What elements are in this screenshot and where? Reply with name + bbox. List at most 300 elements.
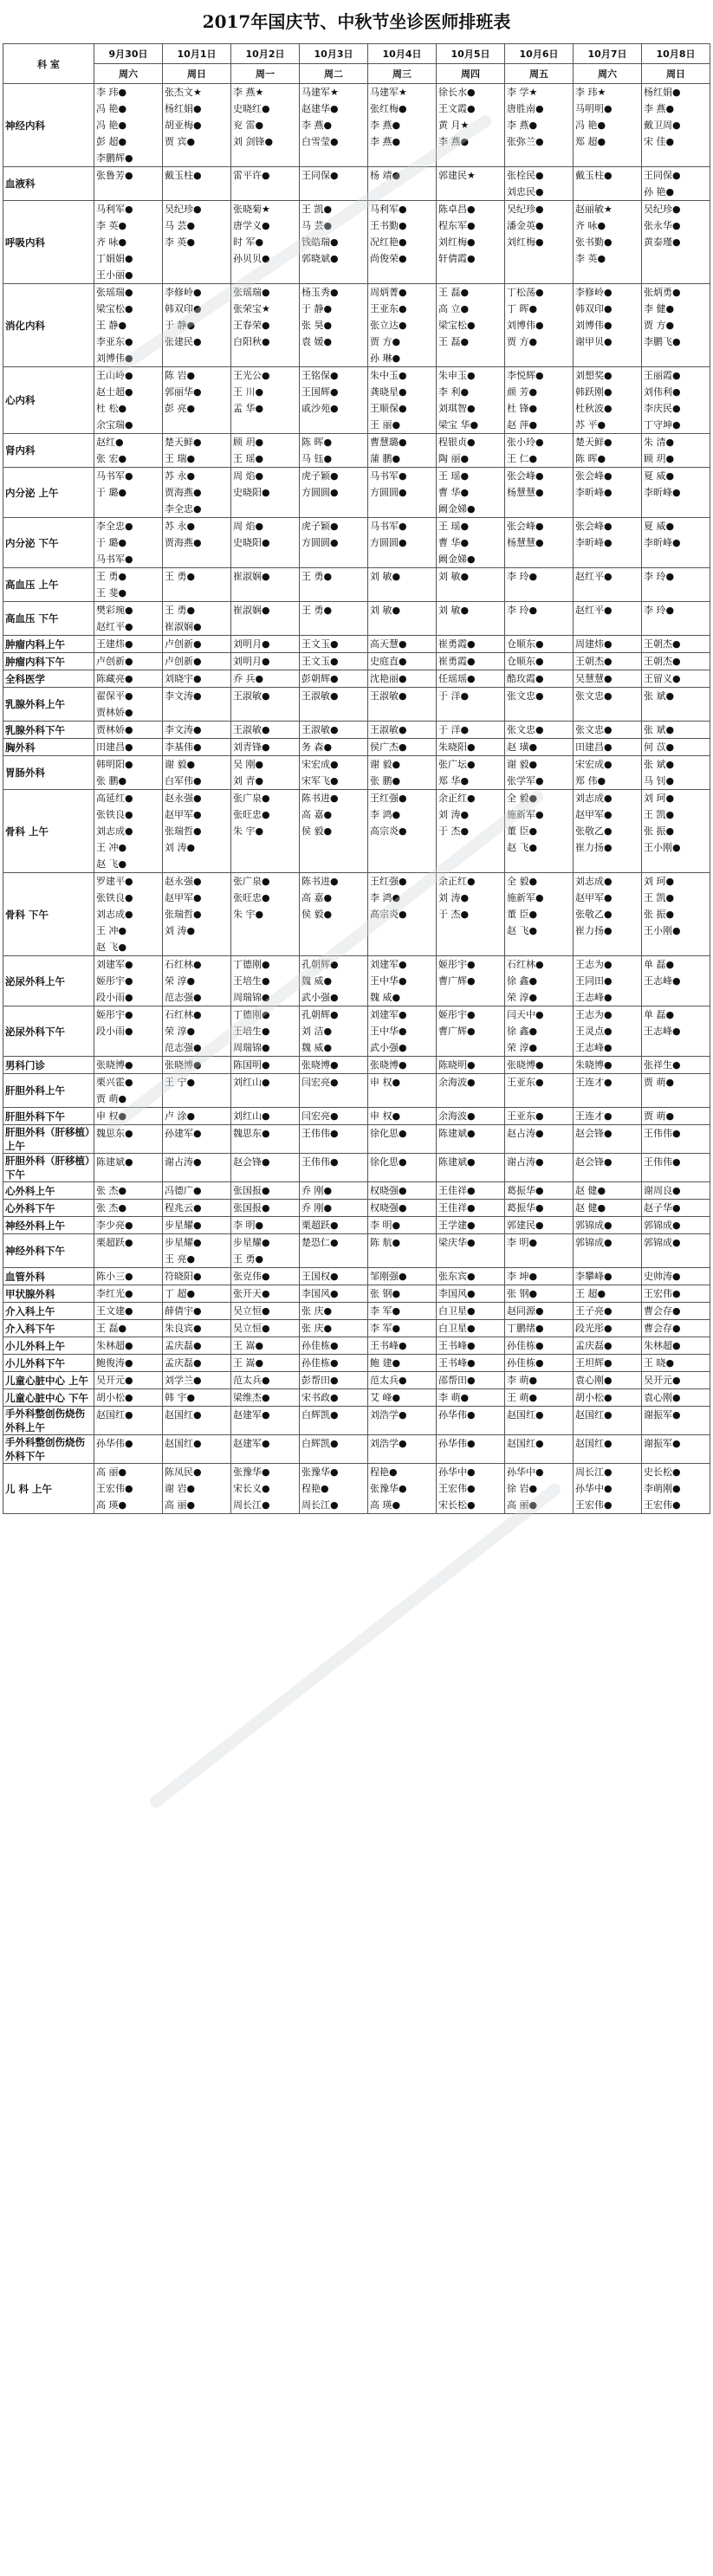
doctor-name: 阚金娣●: [438, 553, 476, 565]
doctor-name: 荣 淳●: [507, 1042, 538, 1053]
shift-cell: [300, 167, 368, 201]
shift-cell: [231, 790, 300, 873]
shift-cell: [94, 1389, 163, 1407]
doctor-name: 顾 玥●: [644, 453, 675, 464]
doctor-name: 魏思东●: [233, 1128, 270, 1139]
shift-cell: [574, 1320, 642, 1337]
dept-name: 胸外科: [3, 739, 94, 756]
doctor-name: 戴卫周●: [644, 120, 681, 131]
schedule-row: [3, 1154, 710, 1182]
shift-cell: [642, 167, 710, 201]
doctor-name: 刘 青●: [233, 775, 264, 786]
shift-cell: [94, 284, 163, 367]
doctor-name: 王 凯●: [644, 809, 675, 820]
doctor-name: 高天慧●: [370, 638, 407, 650]
schedule-row: [3, 956, 710, 1006]
doctor-name: 杨慧慧●: [507, 537, 544, 548]
doctor-name: 崔力扬●: [575, 925, 613, 936]
doctor-name: 单 磊●: [644, 1009, 675, 1020]
schedule-row: [3, 367, 710, 434]
doctor-name: 郭建民★: [438, 170, 476, 181]
shift-cell: [505, 1268, 574, 1285]
doctor-name: 孙 琳●: [370, 353, 401, 364]
shift-cell: [94, 1464, 163, 1514]
doctor-name: 徐 岩●: [507, 1483, 538, 1494]
doctor-name: 张克伟●: [233, 1271, 270, 1282]
doctor-name: 梁庆华●: [438, 1237, 476, 1248]
doctor-name: 张 鹏●: [370, 775, 401, 786]
shift-cell: [368, 367, 437, 434]
doctor-name: 余宝瑞●: [96, 419, 133, 430]
shift-cell: [94, 201, 163, 284]
doctor-name: 周长江●: [575, 1466, 613, 1478]
shift-cell: [368, 1285, 437, 1303]
doctor-name: 陈藏亮●: [96, 673, 133, 684]
doctor-name: 王志为●: [575, 959, 613, 970]
doctor-name: 王 瑶●: [438, 470, 470, 482]
doctor-name: 王 亮●: [165, 1253, 196, 1265]
doctor-name: 高宗炎●: [370, 909, 407, 920]
doctor-name: 李 燕●: [507, 120, 538, 131]
doctor-name: 赵国红●: [507, 1438, 544, 1449]
dept-name: 全科医学: [3, 670, 94, 688]
doctor-name: 郭锦成●: [644, 1220, 681, 1231]
dept-name: 肝胆外科（肝移植）下午: [3, 1154, 94, 1182]
doctor-name: 赵甲军●: [165, 809, 202, 820]
shift-cell: [505, 1372, 574, 1389]
doctor-name: 赵永强●: [165, 793, 202, 804]
shift-cell: [574, 653, 642, 670]
weekday-header: 周四: [437, 64, 505, 84]
shift-cell: [94, 1108, 163, 1125]
doctor-name: 赵 健●: [575, 1185, 606, 1196]
doctor-name: 程兆云●: [165, 1202, 202, 1214]
shift-cell: [163, 1125, 231, 1154]
shift-cell: [163, 468, 231, 518]
doctor-name: 唐胜南●: [507, 103, 544, 114]
doctor-name: 刘 涛●: [165, 925, 196, 936]
shift-cell: [163, 1355, 231, 1372]
doctor-name: 曹广辉●: [438, 1026, 476, 1037]
shift-cell: [368, 1108, 437, 1125]
doctor-name: 周瑞锦●: [233, 1042, 270, 1053]
doctor-name: 陈 晖●: [575, 453, 606, 464]
doctor-name: 王伟伟●: [644, 1156, 681, 1168]
schedule-row: [3, 1355, 710, 1372]
doctor-name: 潘金英●: [507, 220, 544, 231]
doctor-name: 马 钰●: [301, 453, 333, 464]
shift-cell: [505, 1154, 574, 1182]
shift-cell: [300, 1355, 368, 1372]
doctor-name: 白卫星●: [438, 1323, 476, 1334]
doctor-name: 丁鹏绪●: [507, 1323, 544, 1334]
doctor-name: 葛振华●: [507, 1185, 544, 1196]
doctor-name: 卢 涂●: [165, 1110, 196, 1122]
doctor-name: 孙华中●: [438, 1466, 476, 1478]
dept-name: 泌尿外科下午: [3, 1006, 94, 1057]
doctor-name: 孔朝辉●: [301, 1009, 339, 1020]
shift-cell: [231, 1234, 300, 1268]
doctor-name: 王红强●: [370, 793, 407, 804]
doctor-name: 戴玉柱●: [165, 170, 202, 181]
shift-cell: [231, 367, 300, 434]
doctor-name: 李亚东●: [96, 336, 133, 347]
doctor-name: 罗建平●: [96, 876, 133, 887]
shift-cell: [300, 1154, 368, 1182]
shift-cell: [437, 1303, 505, 1320]
doctor-name: 石红林●: [165, 959, 202, 970]
shift-cell: [368, 1320, 437, 1337]
schedule-table: [3, 43, 710, 1514]
doctor-name: 崔勇霞●: [438, 638, 476, 650]
doctor-name: 高 瑛●: [370, 1499, 401, 1511]
shift-cell: [574, 468, 642, 518]
shift-cell: [231, 1355, 300, 1372]
doctor-name: 刘志成●: [96, 909, 133, 920]
shift-cell: [94, 790, 163, 873]
doctor-name: 梁宝松●: [438, 320, 476, 331]
shift-cell: [574, 873, 642, 956]
shift-cell: [163, 434, 231, 468]
doctor-name: 张杰文★: [165, 87, 202, 98]
doctor-name: 王淑敏●: [233, 690, 270, 702]
doctor-name: 赵红平●: [575, 605, 613, 616]
doctor-name: 王 凯●: [301, 204, 333, 215]
shift-cell: [163, 956, 231, 1006]
doctor-name: 魏 威●: [301, 1042, 333, 1053]
doctor-name: 赵国红●: [575, 1409, 613, 1421]
doctor-name: 朱 宇●: [233, 825, 264, 837]
doctor-name: 赵国红●: [165, 1409, 202, 1421]
doctor-name: 朱 清●: [644, 437, 675, 448]
shift-cell: [437, 1389, 505, 1407]
doctor-name: 周长江●: [233, 1499, 270, 1511]
shift-cell: [231, 1285, 300, 1303]
shift-cell: [642, 1355, 710, 1372]
schedule-row: [3, 1407, 710, 1435]
doctor-name: 张祥生●: [644, 1059, 681, 1071]
shift-cell: [163, 284, 231, 367]
doctor-name: 赵会锋●: [575, 1156, 613, 1168]
shift-cell: [505, 1182, 574, 1200]
doctor-name: 乔 刚●: [301, 1202, 333, 1214]
doctor-name: 马 芸●: [301, 220, 333, 231]
doctor-name: 刘青锋●: [233, 741, 270, 753]
schedule-row: [3, 1285, 710, 1303]
shift-cell: [163, 873, 231, 956]
doctor-name: 王春荣●: [233, 320, 270, 331]
doctor-name: 魏 威●: [370, 992, 401, 1003]
doctor-name: 孟庆磊●: [165, 1340, 202, 1351]
shift-cell: [505, 1303, 574, 1320]
doctor-name: 张旺忠●: [233, 892, 270, 903]
doctor-name: 朱林超●: [644, 1340, 681, 1351]
doctor-name: 张广坛●: [438, 759, 476, 770]
shift-cell: [300, 1372, 368, 1389]
doctor-name: 荣 淳●: [165, 1026, 196, 1037]
doctor-name: 李修岭●: [575, 287, 613, 298]
doctor-name: 务 森●: [301, 741, 333, 753]
shift-cell: [437, 468, 505, 518]
shift-cell: [574, 1057, 642, 1074]
doctor-name: 王宏伟●: [644, 1499, 681, 1511]
doctor-name: 李 明●: [507, 1237, 538, 1248]
doctor-name: 赵甲军●: [575, 892, 613, 903]
shift-cell: [368, 284, 437, 367]
doctor-name: 郭建民●: [507, 1220, 544, 1231]
doctor-name: 李昕峰●: [575, 537, 613, 548]
doctor-name: 刘 剑锋●: [233, 136, 274, 147]
shift-cell: [368, 688, 437, 722]
doctor-name: 赵 萍●: [507, 419, 538, 430]
doctor-name: 周瑞锦●: [233, 992, 270, 1003]
shift-cell: [368, 1074, 437, 1108]
doctor-name: 刘浩学●: [370, 1409, 407, 1421]
doctor-name: 韩明阳●: [96, 759, 133, 770]
schedule-row: [3, 284, 710, 367]
shift-cell: [300, 1268, 368, 1285]
doctor-name: 宋宏成●: [575, 759, 613, 770]
doctor-name: 乔 刚●: [301, 1185, 333, 1196]
shift-cell: [574, 568, 642, 602]
shift-cell: [642, 1337, 710, 1355]
doctor-name: 方圆圆●: [370, 537, 407, 548]
doctor-name: 刘浩学●: [370, 1438, 407, 1449]
schedule-row: [3, 1372, 710, 1389]
doctor-name: 徐 鑫●: [507, 975, 538, 987]
doctor-name: 吴开元●: [96, 1375, 133, 1386]
shift-cell: [94, 1154, 163, 1182]
doctor-name: 张广泉●: [233, 876, 270, 887]
doctor-name: 苏 永●: [165, 521, 196, 532]
shift-cell: [574, 1435, 642, 1464]
shift-cell: [505, 201, 574, 284]
doctor-name: 郭锦成●: [575, 1220, 613, 1231]
shift-cell: [642, 722, 710, 739]
doctor-name: 白辉凯●: [301, 1409, 339, 1421]
shift-cell: [574, 201, 642, 284]
doctor-name: 魏 威●: [301, 975, 333, 987]
doctor-name: 赵红平●: [575, 571, 613, 582]
shift-cell: [231, 1057, 300, 1074]
doctor-name: 吴纪珍●: [644, 204, 681, 215]
schedule-row: [3, 722, 710, 739]
doctor-name: 刘博伟●: [575, 320, 613, 331]
shift-cell: [163, 722, 231, 739]
doctor-name: 曹慧璐●: [370, 437, 407, 448]
doctor-name: 李 明●: [370, 1220, 401, 1231]
doctor-name: 张晓博●: [301, 1059, 339, 1071]
doctor-name: 谢周良●: [644, 1185, 681, 1196]
doctor-name: 况红艳●: [370, 236, 407, 248]
doctor-name: 王淑敏●: [301, 690, 339, 702]
doctor-name: 李 玲●: [644, 605, 675, 616]
doctor-name: 高 嘉●: [301, 892, 333, 903]
shift-cell: [505, 1285, 574, 1303]
shift-cell: [368, 790, 437, 873]
shift-cell: [300, 722, 368, 739]
shift-cell: [368, 670, 437, 688]
doctor-name: 胡小松●: [575, 1392, 613, 1403]
weekday-header: 周五: [505, 64, 574, 84]
doctor-name: 朱良宾●: [165, 1323, 202, 1334]
doctor-name: 李全忠●: [165, 503, 202, 515]
shift-cell: [642, 1200, 710, 1217]
doctor-name: 贾 萌●: [644, 1110, 675, 1122]
doctor-name: 吴立恒●: [233, 1323, 270, 1334]
doctor-name: 李 玮●: [96, 87, 127, 98]
doctor-name: 徐化思●: [370, 1128, 407, 1139]
doctor-name: 王同保●: [644, 170, 681, 181]
doctor-name: 王亚东●: [370, 303, 407, 314]
doctor-name: 荣 淳●: [507, 992, 538, 1003]
doctor-name: 王志为●: [575, 1009, 613, 1020]
schedule-row: [3, 1268, 710, 1285]
doctor-name: 郭锦成●: [644, 1237, 681, 1248]
doctor-name: 轩倩霞●: [438, 253, 476, 264]
doctor-name: 刘红梅●: [438, 236, 476, 248]
doctor-name: 王书峰●: [438, 1340, 476, 1351]
doctor-name: 吴立恒●: [233, 1305, 270, 1317]
shift-cell: [642, 84, 710, 167]
doctor-name: 艾 峰●: [370, 1392, 401, 1403]
shift-cell: [642, 688, 710, 722]
shift-cell: [231, 167, 300, 201]
doctor-name: 孙佳栋●: [301, 1357, 339, 1369]
shift-cell: [300, 1125, 368, 1154]
shift-cell: [231, 518, 300, 568]
doctor-name: 武小强●: [301, 992, 339, 1003]
dept-name: 儿 科 上午: [3, 1464, 94, 1514]
doctor-name: 张 斌●: [644, 724, 675, 735]
shift-cell: [300, 1108, 368, 1125]
dept-name: 血液科: [3, 167, 94, 201]
doctor-name: 白雪莹●: [301, 136, 339, 147]
dept-name: 肿瘤内科下午: [3, 653, 94, 670]
doctor-name: 贾 方●: [370, 336, 401, 347]
shift-cell: [437, 1217, 505, 1234]
date-header: 10月7日: [574, 44, 642, 64]
doctor-name: 闫宏亮●: [301, 1077, 339, 1088]
doctor-name: 李昕峰●: [644, 537, 681, 548]
doctor-name: 权晓强●: [370, 1185, 407, 1196]
doctor-name: 程艳●: [370, 1466, 398, 1478]
shift-cell: [163, 602, 231, 636]
doctor-name: 田建昌●: [575, 741, 613, 753]
doctor-name: 王培生●: [233, 975, 270, 987]
doctor-name: 赵甲军●: [575, 809, 613, 820]
doctor-name: 高宗炎●: [370, 825, 407, 837]
doctor-name: 张铁良●: [96, 809, 133, 820]
shift-cell: [437, 1435, 505, 1464]
doctor-name: 武小强●: [370, 1042, 407, 1053]
doctor-name: 高延红●: [96, 793, 133, 804]
doctor-name: 徐 鑫●: [507, 1026, 538, 1037]
doctor-name: 赵国红●: [165, 1438, 202, 1449]
doctor-name: 栗超跃●: [96, 1237, 133, 1248]
doctor-name: 翟保平●: [96, 690, 133, 702]
shift-cell: [94, 653, 163, 670]
shift-cell: [368, 722, 437, 739]
doctor-name: 王坦辉●: [575, 1357, 613, 1369]
shift-cell: [300, 1303, 368, 1320]
shift-cell: [231, 1125, 300, 1154]
shift-cell: [642, 1006, 710, 1057]
doctor-name: 张瑶瑞●: [233, 287, 270, 298]
shift-cell: [300, 84, 368, 167]
doctor-name: 李少亮●: [96, 1220, 133, 1231]
doctor-name: 李悦辉●: [507, 370, 544, 381]
doctor-name: 赵占涛●: [507, 1128, 544, 1139]
doctor-name: 李 萌●: [507, 1375, 538, 1386]
shift-cell: [163, 1464, 231, 1514]
doctor-name: 王中华●: [370, 975, 407, 987]
shift-cell: [300, 1074, 368, 1108]
doctor-name: 石红林●: [165, 1009, 202, 1020]
doctor-name: 仓顺东●: [507, 638, 544, 650]
doctor-name: 赵 健●: [575, 1202, 606, 1214]
doctor-name: 段小雨●: [96, 1026, 133, 1037]
doctor-name: 刘志成●: [575, 793, 613, 804]
schedule-row: [3, 1200, 710, 1217]
doctor-name: 于 璐●: [96, 537, 127, 548]
doctor-name: 高 嘉●: [301, 809, 333, 820]
shift-cell: [642, 1057, 710, 1074]
doctor-name: 余海波●: [438, 1110, 476, 1122]
doctor-name: 张 钢●: [507, 1288, 538, 1299]
doctor-name: 史帅涛●: [644, 1271, 681, 1282]
doctor-name: 王宏伟●: [96, 1483, 133, 1494]
schedule-row: [3, 1303, 710, 1320]
shift-cell: [437, 636, 505, 653]
doctor-name: 刘建军●: [370, 1009, 407, 1020]
doctor-name: 袁 媛●: [301, 336, 333, 347]
doctor-name: 李鹏辉●: [96, 152, 133, 164]
doctor-name: 张 振●: [644, 909, 675, 920]
doctor-name: 赵国红●: [507, 1409, 544, 1421]
shift-cell: [505, 873, 574, 956]
shift-cell: [163, 1234, 231, 1268]
doctor-name: 张学军●: [507, 775, 544, 786]
doctor-name: 王 勇●: [165, 571, 196, 582]
date-header: 10月2日: [231, 44, 300, 64]
shift-cell: [437, 653, 505, 670]
doctor-name: 王佳祥●: [438, 1185, 476, 1196]
dept-name: 儿童心脏中心 下午: [3, 1389, 94, 1407]
dept-name: 神经内科: [3, 84, 94, 167]
doctor-name: 王 瑶●: [233, 453, 264, 464]
shift-cell: [505, 1320, 574, 1337]
doctor-name: 陈凤民●: [165, 1466, 202, 1478]
shift-cell: [642, 1217, 710, 1234]
shift-cell: [574, 1125, 642, 1154]
doctor-name: 杨玉秀●: [301, 287, 339, 298]
doctor-name: 王志峰●: [644, 1026, 681, 1037]
doctor-name: 唐学义●: [233, 220, 270, 231]
doctor-name: 符晓阳●: [165, 1271, 202, 1282]
shift-cell: [163, 1108, 231, 1125]
doctor-name: 李 军●: [370, 1305, 401, 1317]
shift-cell: [368, 1268, 437, 1285]
doctor-name: 杨红娟●: [165, 103, 202, 114]
shift-cell: [437, 1108, 505, 1125]
doctor-name: 彭帮田●: [301, 1375, 339, 1386]
doctor-name: 彭 亮●: [165, 403, 196, 414]
doctor-name: 吴 刚●: [233, 759, 264, 770]
doctor-name: 酷玫霞●: [507, 673, 544, 684]
shift-cell: [505, 1057, 574, 1074]
schedule-row: [3, 739, 710, 756]
